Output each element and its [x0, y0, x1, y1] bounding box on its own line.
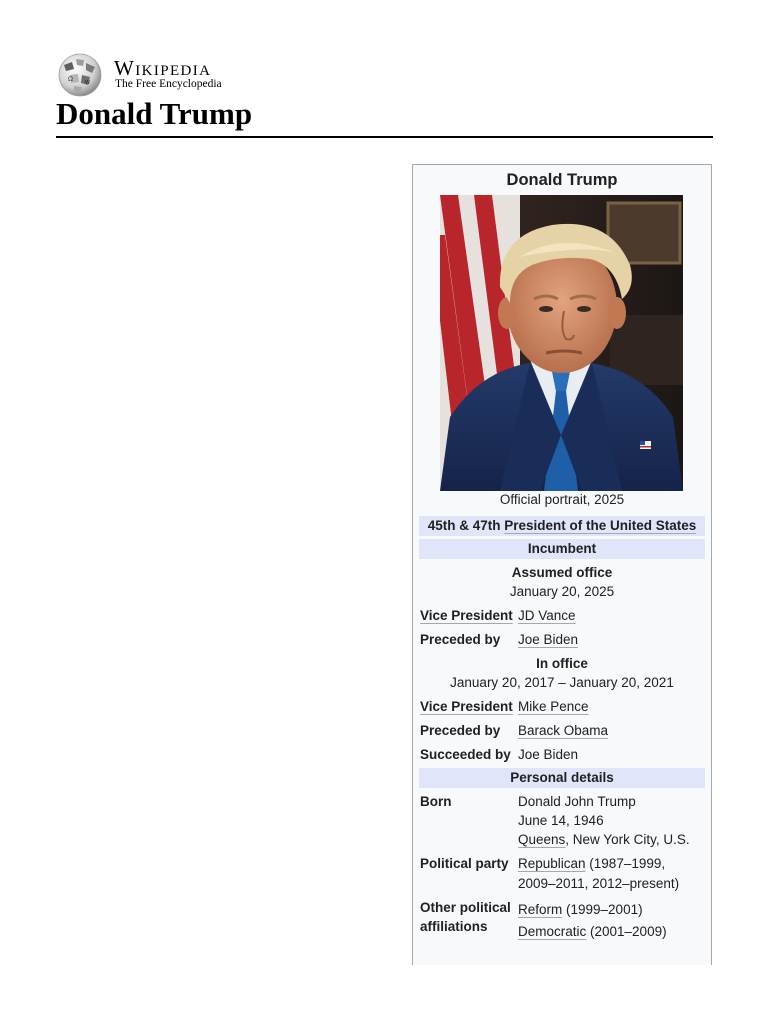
born-place — [518, 830, 708, 849]
mike-pence-link[interactable]: Mike Pence — [518, 699, 589, 714]
born-name: Donald John Trump — [518, 794, 636, 809]
svg-text:W: W — [85, 80, 90, 86]
joe-biden-link[interactable]: Joe Biden — [518, 632, 579, 647]
title-divider — [56, 136, 713, 138]
president-of-the-united-states-link[interactable]: President of the United States — [504, 518, 697, 533]
reform-years: (1999–2001) — [562, 902, 643, 917]
political-party-value — [518, 854, 708, 873]
incumbent-status: Incumbent — [419, 539, 705, 559]
barack-obama-link[interactable]: Barack Obama — [518, 723, 609, 738]
assumed-office-date: January 20, 2025 — [509, 584, 615, 599]
born-place-rest: , New York City, U.S. — [565, 832, 690, 847]
office-header — [419, 516, 705, 536]
preceded-by-value-2 — [518, 721, 708, 740]
queens-link[interactable]: Queens — [518, 832, 566, 847]
succeeded-by-label: Succeeded by — [420, 747, 511, 762]
official-portrait-image[interactable] — [440, 195, 683, 491]
preceded-by-value — [518, 630, 708, 649]
vice-president-value — [518, 606, 708, 625]
office-ordinal: 45th & 47th — [427, 518, 501, 533]
reform-party-link[interactable]: Reform — [518, 902, 563, 917]
born-date: June 14, 1946 — [518, 813, 604, 828]
svg-text:Ω: Ω — [68, 76, 73, 83]
republican-years-1: (1987–1999, — [585, 856, 666, 871]
succeeded-by-value: Joe Biden — [518, 747, 579, 762]
democratic-party-link[interactable]: Democratic — [518, 924, 587, 939]
site-wordmark: Wikipedia — [114, 56, 212, 80]
democratic-years: (2001–2009) — [586, 924, 667, 939]
personal-details-header: Personal details — [419, 768, 705, 788]
born-label: Born — [420, 794, 452, 809]
assumed-office-heading: Assumed office — [511, 565, 613, 580]
site-tagline: The Free Encyclopedia — [115, 78, 222, 90]
vice-president-label-2 — [420, 697, 518, 716]
wikipedia-logo[interactable] — [56, 53, 256, 97]
other-affiliations-label-1: Other political — [420, 900, 511, 915]
preceded-by-label: Preceded by — [420, 632, 501, 647]
other-affiliations-label-2: affiliations — [420, 919, 488, 934]
image-caption: Official portrait, 2025 — [499, 492, 625, 507]
vice-president-label-link-2[interactable]: Vice President — [420, 699, 513, 714]
infobox — [412, 164, 712, 965]
vice-president-label — [420, 606, 518, 625]
vice-president-label-link[interactable]: Vice President — [420, 608, 513, 623]
other-affiliation-item — [518, 922, 708, 941]
political-party-label: Political party — [420, 856, 509, 871]
preceded-by-label-2: Preceded by — [420, 723, 501, 738]
other-affiliation-item — [518, 900, 708, 919]
jd-vance-link[interactable]: JD Vance — [518, 608, 576, 623]
page-title: Donald Trump — [56, 96, 253, 131]
in-office-heading: In office — [536, 656, 588, 671]
wikipedia-globe-icon — [56, 53, 104, 97]
vice-president-value-2 — [518, 697, 708, 716]
infobox-title: Donald Trump — [506, 171, 618, 189]
in-office-dates: January 20, 2017 – January 20, 2021 — [450, 675, 674, 690]
republican-years-2: 2009–2011, 2012–present) — [518, 876, 680, 891]
portrait-illustration — [440, 195, 683, 491]
republican-link[interactable]: Republican — [518, 856, 586, 871]
